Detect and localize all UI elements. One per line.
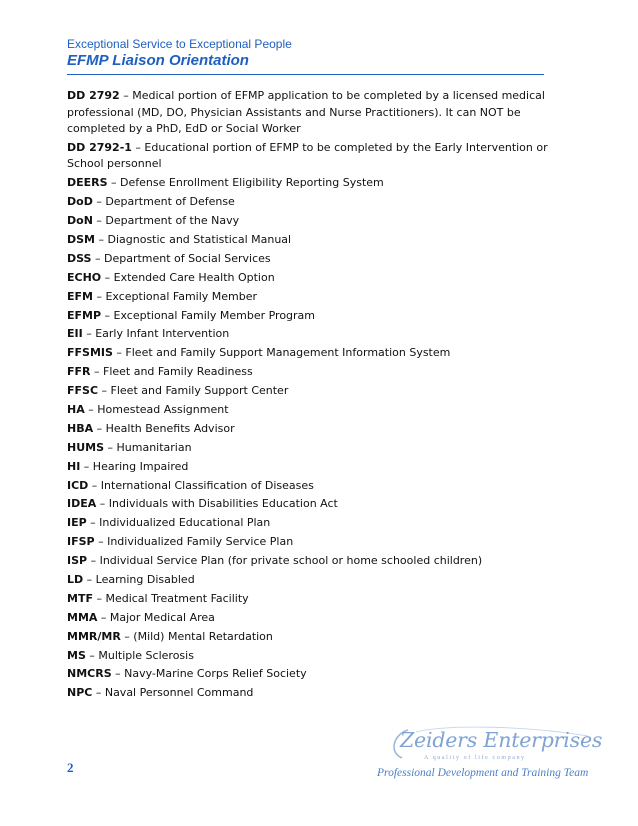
glossary-entry	[67, 345, 572, 362]
glossary-definition: – Health Benefits Advisor	[93, 421, 235, 435]
glossary-definition: – (Mild) Mental Retardation	[120, 629, 273, 643]
glossary-definition: – Department of the Navy	[92, 214, 240, 228]
glossary-term: LD	[67, 572, 84, 586]
glossary-term: MTF	[67, 591, 93, 605]
glossary-definition: – Early Infant Intervention	[82, 327, 230, 341]
glossary-definition: – Individuals with Disabilities Education Act	[96, 497, 338, 511]
glossary-term: FFR	[67, 365, 91, 379]
glossary-entry	[67, 402, 572, 419]
glossary-term: MMR/MR	[67, 629, 121, 643]
header-tagline: Exceptional Service to Exceptional People	[67, 37, 292, 51]
glossary-definition: – Fleet and Family Support Management Information System	[112, 346, 451, 360]
glossary-term: HUMS	[67, 440, 105, 454]
glossary-entry	[67, 232, 572, 249]
glossary-term: IFSP	[67, 535, 95, 549]
glossary-term: EFMP	[67, 308, 102, 322]
glossary-term: EFM	[67, 289, 93, 303]
glossary-definition: – Medical portion of EFMP application to be completed by a licensed medical professional (MD, DO, Physician Assistants and Nurse Practitioners). It can NOT be completed by a PhD, EdD or Social Worker	[67, 89, 545, 135]
glossary-definition: – Homestead Assignment	[84, 402, 229, 416]
glossary-definition: – Major Medical Area	[97, 610, 215, 624]
glossary-term: DEERS	[67, 176, 108, 190]
glossary-entry	[67, 270, 572, 287]
glossary-term: NMCRS	[67, 667, 112, 681]
header-divider	[67, 74, 544, 75]
glossary-entry	[67, 478, 572, 495]
glossary-term: IDEA	[67, 497, 97, 511]
glossary-term: HI	[67, 459, 81, 473]
glossary-definition: – Fleet and Family Readiness	[90, 365, 253, 379]
logo-subtitle: A quality of life company	[424, 755, 526, 761]
footer-tagline: Professional Development and Training Team	[377, 767, 589, 779]
glossary-entry	[67, 553, 572, 570]
glossary-entry	[67, 194, 572, 211]
glossary-term: DSM	[67, 232, 95, 246]
glossary-entry	[67, 251, 572, 268]
glossary-entry	[67, 421, 572, 438]
page-title: EFMP Liaison Orientation	[67, 52, 249, 69]
glossary-term: MS	[67, 648, 86, 662]
glossary-definition: – Extended Care Health Option	[101, 270, 275, 284]
glossary-entry	[67, 213, 572, 230]
glossary-term: DoN	[67, 214, 93, 228]
glossary-definition: – Educational portion of EFMP to be completed by the Early Intervention or School personnel	[67, 140, 548, 171]
glossary-definition: – Exceptional Family Member Program	[101, 308, 316, 322]
page-number: 2	[67, 760, 74, 775]
glossary-term: ISP	[67, 554, 88, 568]
glossary-definition: – Individualized Educational Plan	[86, 516, 271, 530]
glossary-term: DD 2792-1	[67, 140, 132, 154]
glossary-definition: – Exceptional Family Member	[92, 289, 258, 303]
glossary-term: HBA	[67, 421, 94, 435]
glossary-definition: – Individualized Family Service Plan	[94, 535, 294, 549]
glossary-definition: – Navy-Marine Corps Relief Society	[111, 667, 307, 681]
glossary-term: HA	[67, 402, 85, 416]
glossary-entry	[67, 140, 572, 173]
glossary-term: ECHO	[67, 270, 102, 284]
glossary-entry	[67, 383, 572, 400]
logo-name: Zeiders Enterprises	[400, 728, 603, 752]
glossary-entry	[67, 534, 572, 551]
glossary-entry	[67, 88, 572, 138]
glossary-term: IEP	[67, 516, 87, 530]
glossary-entry	[67, 629, 572, 646]
glossary-entry	[67, 685, 572, 702]
glossary-term: MMA	[67, 610, 98, 624]
glossary-entry	[67, 610, 572, 627]
glossary-term: FFSC	[67, 384, 99, 398]
glossary-list	[67, 88, 572, 704]
page-header	[67, 37, 292, 70]
glossary-definition: – Medical Treatment Facility	[92, 591, 249, 605]
glossary-entry	[67, 440, 572, 457]
glossary-entry	[67, 572, 572, 589]
glossary-entry	[67, 496, 572, 513]
glossary-definition: – Diagnostic and Statistical Manual	[95, 232, 292, 246]
glossary-term: DD 2792	[67, 89, 120, 102]
glossary-definition: – Learning Disabled	[83, 572, 195, 586]
glossary-definition: – Fleet and Family Support Center	[98, 384, 289, 398]
glossary-definition: – Defense Enrollment Eligibility Reporting System	[107, 176, 384, 190]
glossary-entry	[67, 364, 572, 381]
glossary-term: NPC	[67, 686, 93, 700]
glossary-definition: – Department of Defense	[92, 195, 235, 209]
glossary-definition: – Multiple Sclerosis	[85, 648, 194, 662]
glossary-definition: – International Classification of Diseases	[88, 478, 314, 492]
glossary-definition: – Naval Personnel Command	[92, 686, 254, 700]
glossary-definition: – Hearing Impaired	[80, 459, 189, 473]
glossary-term: EII	[67, 327, 83, 341]
glossary-entry	[67, 648, 572, 665]
glossary-entry	[67, 591, 572, 608]
glossary-term: ICD	[67, 478, 89, 492]
glossary-entry	[67, 289, 572, 306]
glossary-term: DSS	[67, 251, 92, 265]
glossary-definition: – Individual Service Plan (for private school or home schooled children)	[87, 554, 483, 568]
glossary-entry	[67, 515, 572, 532]
glossary-term: DoD	[67, 195, 93, 209]
glossary-entry	[67, 308, 572, 325]
glossary-definition: – Department of Social Services	[91, 251, 271, 265]
glossary-entry	[67, 326, 572, 343]
glossary-entry	[67, 666, 572, 683]
glossary-entry	[67, 459, 572, 476]
glossary-definition: – Humanitarian	[104, 440, 192, 454]
glossary-entry	[67, 175, 572, 192]
glossary-term: FFSMIS	[67, 346, 113, 360]
